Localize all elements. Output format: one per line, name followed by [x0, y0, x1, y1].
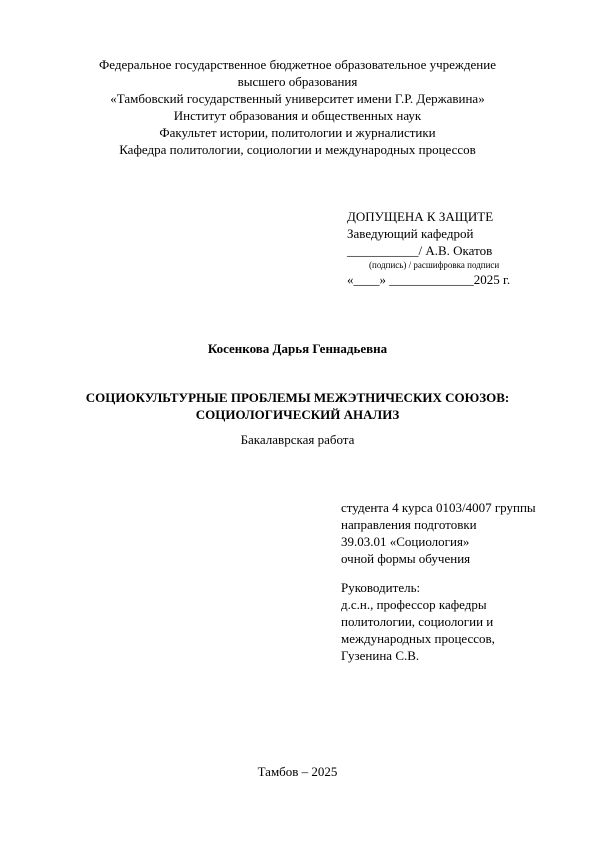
author-name: Косенкова Дарья Геннадьевна [207, 341, 388, 356]
header-line-university: «Тамбовский государственный университет имени Г.Р. Державина» [110, 91, 485, 106]
approval-role: Заведующий кафедрой [347, 226, 474, 241]
student-info-line-course: студента 4 курса 0103/4007 группы [341, 500, 536, 515]
work-title-line2: СОЦИОЛОГИЧЕСКИЙ АНАЛИЗ [195, 407, 400, 422]
work-type: Бакалаврская работа [240, 432, 355, 447]
student-info-line-form: очной формы обучения [341, 551, 471, 566]
header-line-education-level: высшего образования [237, 74, 358, 89]
footer-city-year: Тамбов – 2025 [257, 764, 338, 779]
student-info-line-code: 39.03.01 «Социология» [341, 534, 470, 549]
header-line-institution-type: Федеральное государственное бюджетное образовательное учреждение [99, 57, 496, 72]
student-info-line-direction: направления подготовки [341, 517, 477, 532]
header-line-faculty: Факультет истории, политологии и журналистики [159, 125, 436, 140]
supervisor-degree: д.с.н., профессор кафедры [341, 597, 487, 612]
supervisor-name: Гузенина С.В. [341, 648, 420, 663]
header-line-institute: Институт образования и общественных наук [173, 108, 422, 123]
approval-signature-caption: (подпись) / расшифровка подписи [369, 260, 500, 270]
supervisor-label: Руководитель: [341, 580, 421, 595]
work-title-line1: СОЦИОКУЛЬТУРНЫЕ ПРОБЛЕМЫ МЕЖЭТНИЧЕСКИХ СОЮЗОВ: [85, 390, 510, 405]
supervisor-department-1: политологии, социологии и [341, 614, 494, 629]
approval-date-line: «____» _____________2025 г. [347, 272, 511, 287]
supervisor-department-2: международных процессов, [341, 631, 495, 646]
approval-signature-line: ___________/ А.В. Окатов [347, 243, 493, 258]
approval-title: ДОПУЩЕНА К ЗАЩИТЕ [347, 209, 494, 224]
header-line-department: Кафедра политологии, социологии и международных процессов [119, 142, 476, 157]
